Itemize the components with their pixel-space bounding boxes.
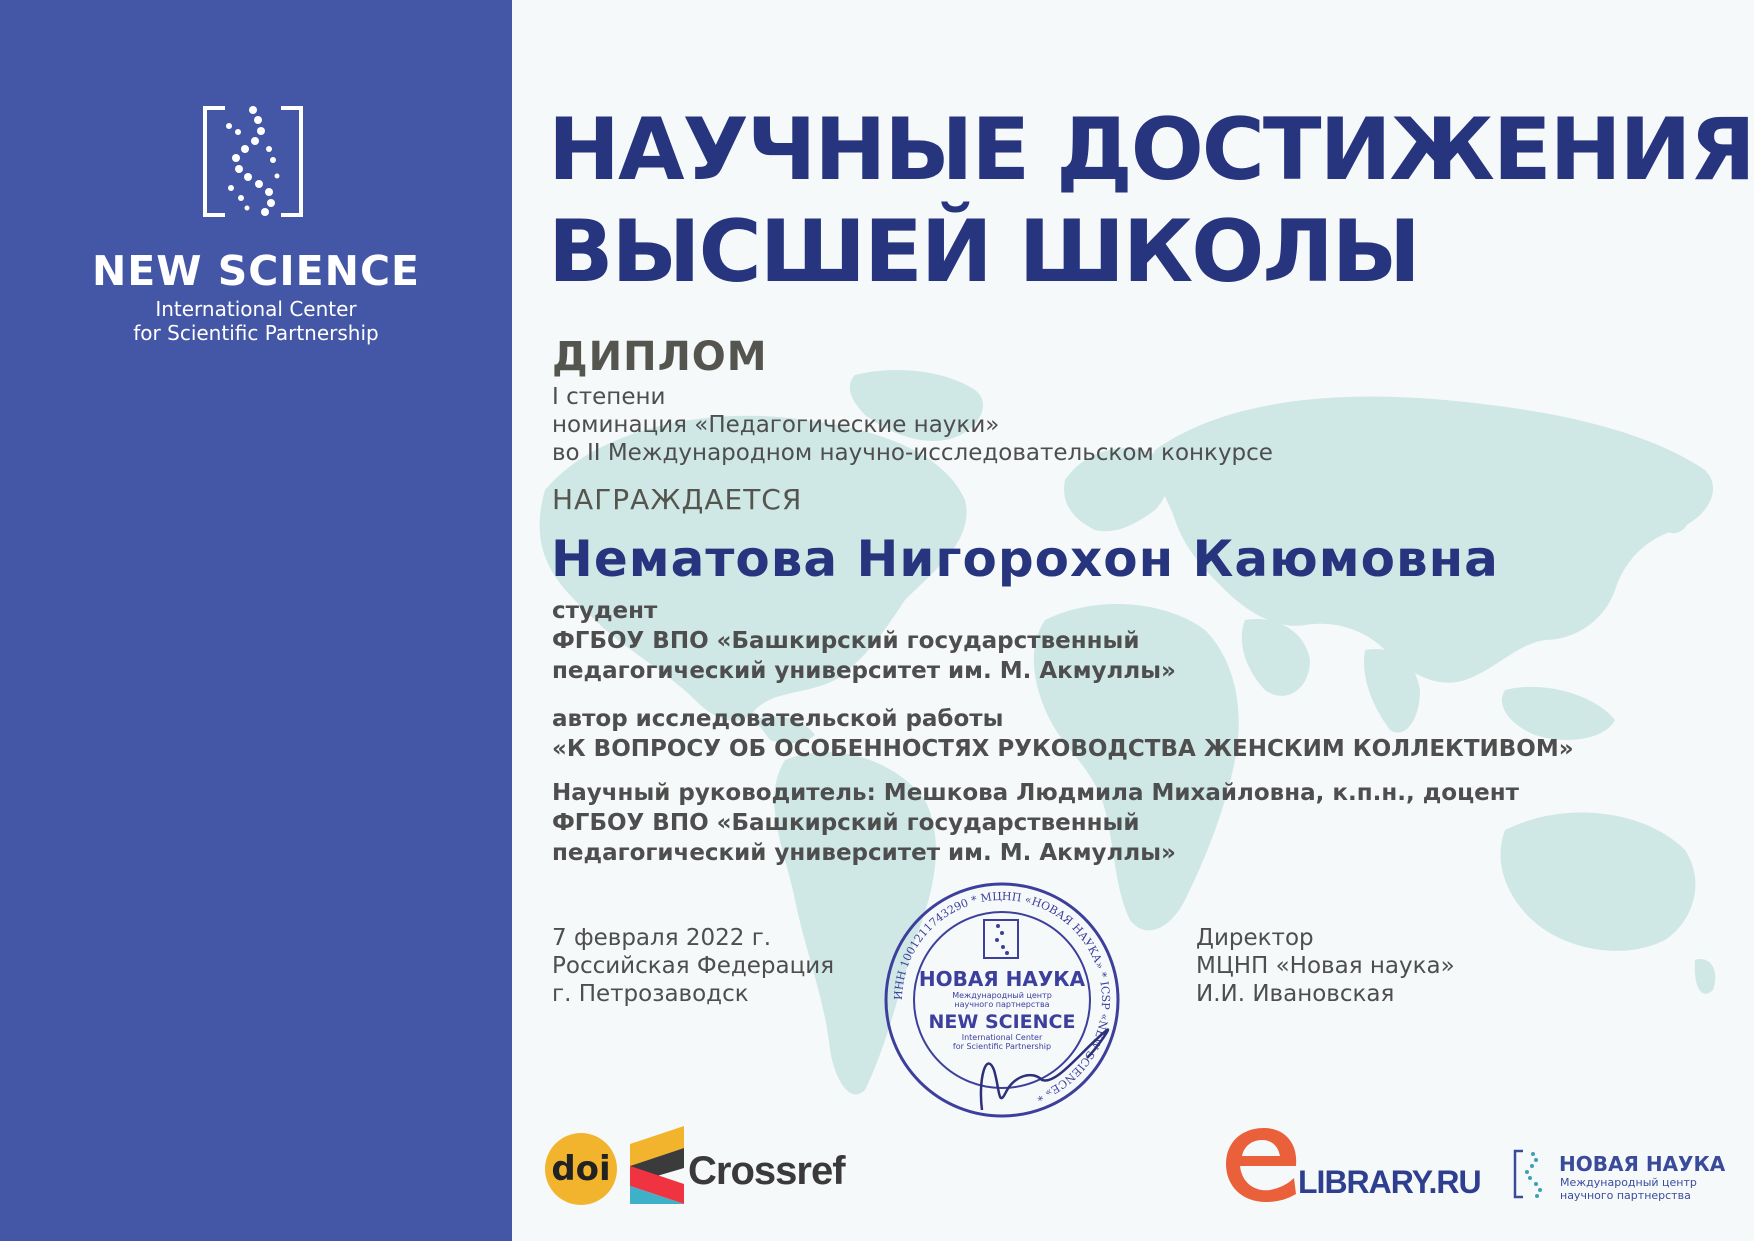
diploma-degree: I степени bbox=[552, 384, 666, 410]
author-label: автор исследовательской работы bbox=[552, 706, 1004, 732]
supervisor-org-line-2: педагогический университет им. М. Акмуллы» bbox=[552, 840, 1176, 866]
issue-date: 7 февраля 2022 г. bbox=[552, 925, 772, 951]
certificate-title-line-2: ВЫСШЕЙ ШКОЛЫ bbox=[548, 202, 1419, 302]
stamp-name-ru: НОВАЯ НАУКА bbox=[918, 967, 1086, 991]
certificate-title-line-1: НАУЧНЫЕ ДОСТИЖЕНИЯ bbox=[548, 100, 1754, 200]
novaya-nauka-logo-sub-1: Международный центр bbox=[1560, 1176, 1697, 1189]
recipient-name: Нематова Нигорохон Каюмовна bbox=[551, 530, 1499, 588]
stamp-sub-en-1: International Center bbox=[961, 1033, 1043, 1042]
diploma-nomination: номинация «Педагогические науки» bbox=[552, 412, 1000, 438]
director-name: И.И. Ивановская bbox=[1196, 981, 1395, 1007]
issue-city: г. Петрозаводск bbox=[552, 981, 749, 1007]
recipient-org-line-2: педагогический университет им. М. Акмуллы» bbox=[552, 658, 1176, 684]
awarded-label: НАГРАЖДАЕТСЯ bbox=[552, 483, 803, 516]
stamp-sub-ru-1: Международный центр bbox=[952, 991, 1052, 1000]
brand-sidebar bbox=[0, 0, 512, 1241]
elibrary-logo-icon bbox=[1226, 1128, 1300, 1202]
stamp-sub-ru-2: научного партнерства bbox=[954, 1000, 1050, 1009]
supervisor: Научный руководитель: Мешкова Людмила Михайловна, к.п.н., доцент bbox=[552, 780, 1519, 806]
diploma-contest: во II Международном научно-исследовательском конкурсе bbox=[552, 440, 1273, 466]
diploma-heading: ДИПЛОМ bbox=[552, 334, 768, 380]
director-label: Директор bbox=[1196, 925, 1314, 951]
stamp-sub-en-2: for Scientific Partnership bbox=[952, 1042, 1052, 1051]
organization-stamp-icon bbox=[882, 880, 1122, 1120]
novaya-nauka-logo-icon bbox=[1513, 1149, 1555, 1199]
crossref-logo-icon bbox=[630, 1126, 684, 1204]
recipient-org-line-1: ФГБОУ ВПО «Башкирский государственный bbox=[552, 628, 1140, 654]
work-title: «К ВОПРОСУ ОБ ОСОБЕННОСТЯХ РУКОВОДСТВА ЖЕНСКИМ КОЛЛЕКТИВОМ» bbox=[552, 736, 1574, 762]
recipient-role: студент bbox=[552, 598, 658, 624]
stamp-name-en: NEW SCIENCE bbox=[928, 1011, 1076, 1033]
director-org: МЦНП «Новая наука» bbox=[1196, 953, 1455, 979]
novaya-nauka-logo-title: НОВАЯ НАУКА bbox=[1559, 1152, 1726, 1176]
elibrary-logo-text: LIBRARY.RU bbox=[1298, 1164, 1481, 1200]
supervisor-org-line-1: ФГБОУ ВПО «Башкирский государственный bbox=[552, 810, 1140, 836]
brand-subtitle-2: for Scientific Partnership bbox=[133, 321, 379, 345]
brand-name: NEW SCIENCE bbox=[91, 247, 421, 295]
novaya-nauka-logo-sub-2: научного партнерства bbox=[1560, 1189, 1691, 1202]
brand-subtitle-1: International Center bbox=[155, 297, 357, 321]
new-science-logo-icon bbox=[201, 104, 305, 219]
doi-logo: doi bbox=[545, 1133, 617, 1205]
stamp-ring-text: ИНН 1001211743290 * МЦНП «НОВАЯ НАУКА» * ICSP «NEW SCIENCE» * bbox=[891, 889, 1113, 1104]
crossref-logo-text: Crossref bbox=[688, 1149, 845, 1193]
issue-country: Российская Федерация bbox=[552, 953, 835, 979]
